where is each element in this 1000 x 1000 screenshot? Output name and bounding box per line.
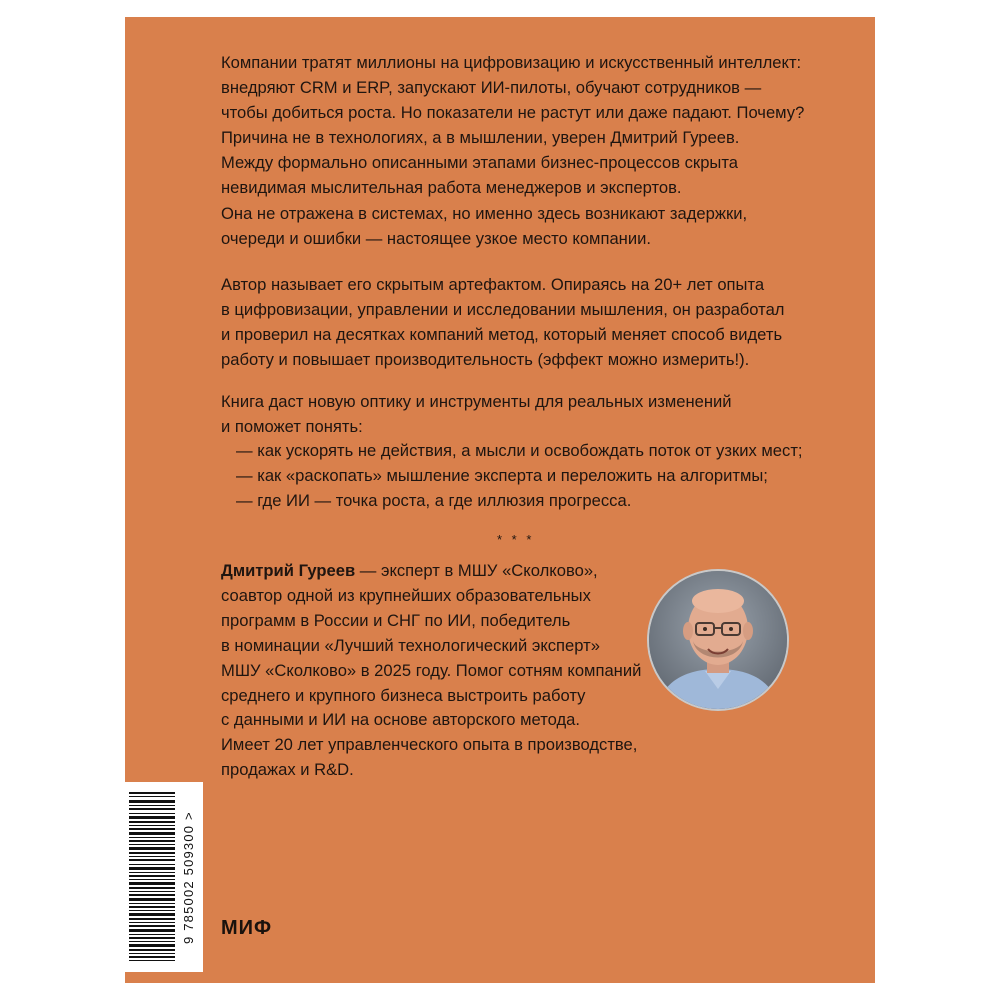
benefits-list (236, 439, 803, 513)
author-photo (647, 569, 789, 711)
section-separator: * * * (497, 532, 535, 547)
list-item: — как «раскопать» мышление эксперта и переложить на алгоритмы; (236, 465, 768, 485)
list-item: — где ИИ — точка роста, а где иллюзия прогресса. (236, 490, 632, 510)
text-line: работу и повышает производительность (эффект можно измерить!). (221, 350, 750, 370)
text-line: в цифровизации, управлении и исследовании мышления, он разработал (221, 300, 785, 320)
text-line: среднего и крупного бизнеса выстроить работу (221, 685, 586, 705)
text-line: программ в России и СНГ по ИИ, победитель (221, 610, 571, 630)
list-item: — как ускорять не действия, а мысли и освобождать поток от узких мест; (236, 441, 803, 460)
text-line: внедряют CRM и ERP, запускают ИИ-пилоты, обучают сотрудников — (221, 78, 762, 98)
text-line: Она не отражена в системах, но именно здесь возникают задержки, (221, 203, 748, 223)
description-paragraph-1 (221, 50, 804, 251)
text-line: Между формально описанными этапами бизнес-процессов скрыта (221, 153, 738, 173)
book-back-cover (125, 17, 875, 983)
text-line: и проверил на десятках компаний метод, который меняет способ видеть (221, 325, 783, 345)
isbn-barcode (125, 782, 203, 972)
bio-first-line (221, 559, 641, 584)
bio-first-line-rest: — эксперт в МШУ «Сколково», (355, 561, 598, 580)
text-line: Автор называет его скрытым артефактом. Опираясь на 20+ лет опыта (221, 275, 765, 294)
description-paragraph-3 (221, 389, 732, 439)
text-line: чтобы добиться роста. Но показатели не растут или даже падают. Почему? (221, 103, 805, 123)
text-line: продажах и R&D. (221, 760, 354, 780)
text-line: очереди и ошибки — настоящее узкое место компании. (221, 228, 651, 248)
text-line: Компании тратят миллионы на цифровизацию и искусственный интеллект: (221, 53, 802, 72)
author-bio (221, 559, 641, 783)
author-portrait-image (649, 571, 787, 709)
text-line: соавтор одной из крупнейших образовательных (221, 585, 591, 605)
text-line: и поможет понять: (221, 417, 363, 437)
barcode-bars (125, 782, 181, 972)
text-line: с данными и ИИ на основе авторского метода. (221, 710, 581, 730)
text-line: Книга даст новую оптику и инструменты для реальных изменений (221, 392, 732, 411)
text-line: Причина не в технологиях, а в мышлении, уверен Дмитрий Гуреев. (221, 128, 740, 148)
author-name: Дмитрий Гуреев (221, 561, 356, 580)
text-line: в номинации «Лучший технологический эксперт» (221, 635, 600, 655)
description-paragraph-2 (221, 272, 785, 372)
isbn-digits: 9 785002 509300 > (181, 811, 196, 945)
text-line: МШУ «Сколково» в 2025 году. Помог сотням компаний (221, 660, 642, 680)
text-line: невидимая мыслительная работа менеджеров и экспертов. (221, 178, 682, 198)
publisher-logo: МИФ (221, 917, 273, 939)
text-line: Имеет 20 лет управленческого опыта в производстве, (221, 735, 638, 755)
